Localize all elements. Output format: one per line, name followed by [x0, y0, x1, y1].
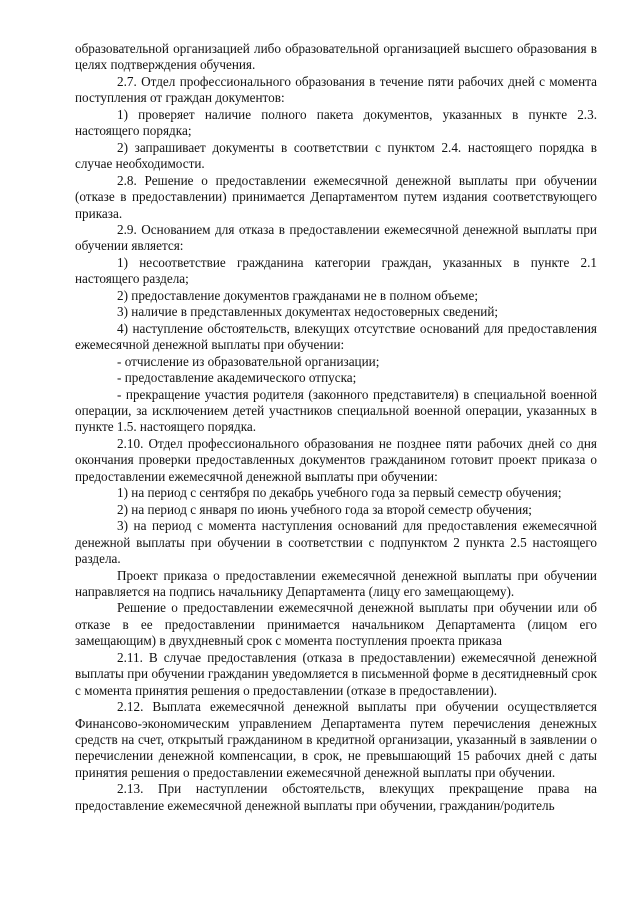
paragraph-2-7-item-1: 1) проверяет наличие полного пакета документов, указанных в пункте 2.3. настоящего порядка; [75, 106, 597, 139]
paragraph-2-11: 2.11. В случае предоставления (отказа в предоставлении) ежемесячной денежной выплаты при обучении гражданин уведомляется в письменной форме в десятидневный срок с момента принятия решения о предоставлении (отказе в предоставлении). [75, 649, 597, 698]
paragraph-2-9-item-1: 1) несоответствие гражданина категории граждан, указанных в пункте 2.1 настоящего раздела; [75, 254, 597, 287]
paragraph-draft-order: Проект приказа о предоставлении ежемесячной денежной выплаты при обучении направляется на подпись начальнику Департамента (лицу его замещающему). [75, 567, 597, 599]
paragraph-2-9-item-3: 3) наличие в представленных документах недостоверных сведений; [117, 304, 499, 320]
paragraph-2-9-item-2: 2) предоставление документов гражданами не в полном объеме; [117, 287, 479, 303]
paragraph-2-10-item-3: 3) на период с момента наступления оснований для предоставления ежемесячной денежной выплаты при обучении в соответствии с подпунктом 2 пункта 2.5 настоящего раздела. [75, 518, 597, 567]
paragraph-2-13: 2.13. При наступлении обстоятельств, влекущих прекращение права на предоставление ежемесячной денежной выплаты при обучении, гражданин/родитель [75, 781, 597, 813]
paragraph-2-7-item-2: 2) запрашивает документы в соответствии с пунктом 2.4. настоящего порядка в случае необходимости. [75, 139, 597, 172]
paragraph-continuation: образовательной организацией либо образовательной организацией высшего образования в целях подтверждения обучения. [75, 41, 597, 73]
paragraph-2-10-item-1: 1) на период с сентября по декабрь учебного года за первый семестр обучения; [117, 485, 562, 501]
paragraph-2-9-dash-2: - предоставление академического отпуска; [117, 370, 357, 386]
paragraph-2-9: 2.9. Основанием для отказа в предоставлении ежемесячной денежной выплаты при обучении является: [75, 221, 597, 254]
paragraph-2-9-dash-1: - отчисление из образовательной организации; [117, 353, 380, 369]
paragraph-2-9-dash-3: - прекращение участия родителя (законного представителя) в специальной военной операции, за исключением детей участников специальной военной операции, указанных в пункте 1.5. настоящего порядка. [75, 386, 597, 435]
paragraph-2-7: 2.7. Отдел профессионального образования в течение пяти рабочих дней с момента поступления от граждан документов: [75, 73, 597, 106]
paragraph-2-12: 2.12. Выплата ежемесячной денежной выплаты при обучении осуществляется Финансово-экономическим управлением Департамента путем перечисления денежных средств на счет, открытый гражданином в кредитной организации, указанный в заявлении о перечислении денежной компенсации, в срок, не превышающий 15 рабочих дней с даты принятия решения о предоставлении ежемесячной денежной выплаты при обучении. [75, 699, 597, 780]
paragraph-2-10-item-2: 2) на период с января по июнь учебного года за второй семестр обучения; [117, 501, 532, 517]
paragraph-2-9-item-4: 4) наступление обстоятельств, влекущих отсутствие оснований для предоставления ежемесячной денежной выплаты при обучении: [75, 320, 597, 353]
paragraph-2-8: 2.8. Решение о предоставлении ежемесячной денежной выплаты при обучении (отказе в предоставлении) принимается Департаментом путем издания соответствующего приказа. [75, 172, 597, 221]
document-page [75, 41, 597, 814]
paragraph-2-10: 2.10. Отдел профессионального образования не позднее пяти рабочих дней со дня окончания проверки предоставленных документов гражданином готовит проект приказа о предоставлении ежемесячной денежной выплаты при обучении: [75, 435, 597, 484]
paragraph-decision: Решение о предоставлении ежемесячной денежной выплаты при обучении или об отказе в ее предоставлении принимается начальником Департамента (лицом его замещающим) в двухдневный срок с момента поступления проекта приказа [75, 600, 597, 649]
